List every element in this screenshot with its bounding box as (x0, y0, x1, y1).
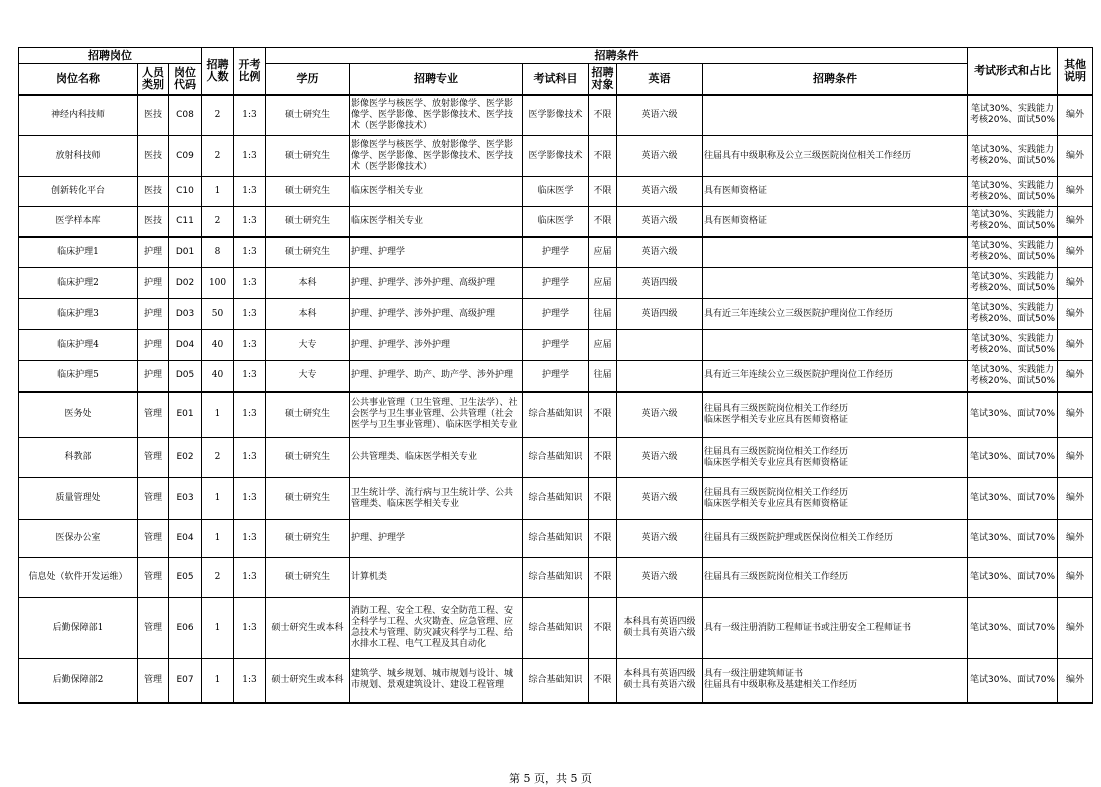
header-post-name: 岗位名称 (19, 64, 138, 95)
cell-staff-type: 管理 (138, 520, 169, 558)
cell-education: 硕士研究生或本科 (266, 598, 350, 659)
cell-education: 硕士研究生 (266, 520, 350, 558)
cell-exam-form: 笔试30%、面试70% (968, 520, 1058, 558)
cell-education: 硕士研究生 (266, 136, 350, 177)
cell-education: 硕士研究生 (266, 237, 350, 268)
cell-notes: 编外 (1058, 520, 1093, 558)
header-exam-form: 考试形式和占比 (968, 48, 1058, 95)
cell-post-code: D03 (169, 299, 202, 330)
cell-english: 英语六级 (617, 207, 703, 237)
cell-recruit-count: 2 (202, 438, 234, 478)
cell-conditions: 具有一级注册消防工程师证书或注册安全工程师证书 (703, 598, 968, 659)
cell-exam-subject: 综合基础知识 (523, 558, 589, 598)
cell-post-name: 临床护理1 (19, 237, 138, 268)
cell-post-name: 后勤保障部1 (19, 598, 138, 659)
cell-staff-type: 医技 (138, 177, 169, 207)
cell-post-code: C10 (169, 177, 202, 207)
cell-english: 英语六级 (617, 478, 703, 520)
cell-notes: 编外 (1058, 95, 1093, 136)
cell-english (617, 330, 703, 361)
cell-education: 硕士研究生 (266, 392, 350, 438)
cell-exam-subject: 综合基础知识 (523, 520, 589, 558)
table-row (19, 268, 1093, 299)
cell-exam-ratio: 1:3 (234, 95, 266, 136)
cell-staff-type: 护理 (138, 330, 169, 361)
table-row (19, 207, 1093, 237)
header-staff-type: 人员类别 (138, 64, 169, 95)
cell-exam-ratio: 1:3 (234, 659, 266, 703)
cell-staff-type: 护理 (138, 299, 169, 330)
cell-notes: 编外 (1058, 392, 1093, 438)
cell-post-code: C11 (169, 207, 202, 237)
cell-exam-ratio: 1:3 (234, 268, 266, 299)
cell-staff-type: 管理 (138, 438, 169, 478)
cell-conditions: 具有医师资格证 (703, 177, 968, 207)
cell-conditions: 往届具有三级医院岗位相关工作经历 临床医学相关专业应具有医师资格证 (703, 438, 968, 478)
cell-major: 临床医学相关专业 (350, 177, 523, 207)
cell-education: 硕士研究生 (266, 207, 350, 237)
cell-conditions: 往届具有三级医院岗位相关工作经历 临床医学相关专业应具有医师资格证 (703, 392, 968, 438)
cell-exam-subject: 临床医学 (523, 177, 589, 207)
header-target: 招聘对象 (589, 64, 617, 95)
cell-exam-ratio: 1:3 (234, 207, 266, 237)
cell-education: 本科 (266, 268, 350, 299)
cell-conditions: 往届具有三级医院护理或医保岗位相关工作经历 (703, 520, 968, 558)
cell-target: 应届 (589, 268, 617, 299)
cell-post-code: E07 (169, 659, 202, 703)
cell-exam-form: 笔试30%、面试70% (968, 392, 1058, 438)
table-row (19, 659, 1093, 703)
cell-exam-form: 笔试30%、实践能力考核20%、面试50% (968, 361, 1058, 392)
cell-recruit-count: 8 (202, 237, 234, 268)
table-row (19, 177, 1093, 207)
cell-exam-subject: 临床医学 (523, 207, 589, 237)
cell-post-code: E06 (169, 598, 202, 659)
cell-exam-form: 笔试30%、面试70% (968, 438, 1058, 478)
cell-post-name: 医务处 (19, 392, 138, 438)
cell-education: 硕士研究生 (266, 478, 350, 520)
cell-exam-subject: 综合基础知识 (523, 392, 589, 438)
cell-staff-type: 管理 (138, 598, 169, 659)
cell-exam-ratio: 1:3 (234, 177, 266, 207)
cell-exam-subject: 综合基础知识 (523, 478, 589, 520)
cell-education: 硕士研究生 (266, 438, 350, 478)
cell-exam-subject: 医学影像技术 (523, 136, 589, 177)
cell-notes: 编外 (1058, 237, 1093, 268)
cell-staff-type: 医技 (138, 95, 169, 136)
cell-target: 应届 (589, 330, 617, 361)
cell-exam-form: 笔试30%、实践能力考核20%、面试50% (968, 330, 1058, 361)
cell-recruit-count: 1 (202, 520, 234, 558)
table-row (19, 520, 1093, 558)
cell-staff-type: 护理 (138, 237, 169, 268)
cell-recruit-count: 1 (202, 598, 234, 659)
cell-target: 不限 (589, 177, 617, 207)
cell-major: 公共管理类、临床医学相关专业 (350, 438, 523, 478)
cell-exam-ratio: 1:3 (234, 558, 266, 598)
table-row (19, 299, 1093, 330)
cell-exam-ratio: 1:3 (234, 478, 266, 520)
cell-education: 硕士研究生 (266, 558, 350, 598)
header-exam-subject: 考试科目 (523, 64, 589, 95)
cell-english: 英语六级 (617, 438, 703, 478)
cell-target: 不限 (589, 659, 617, 703)
table-row (19, 392, 1093, 438)
cell-post-code: E05 (169, 558, 202, 598)
table-body (19, 95, 1093, 703)
header-group-conditions: 招聘条件 (266, 48, 968, 64)
cell-notes: 编外 (1058, 361, 1093, 392)
cell-notes: 编外 (1058, 136, 1093, 177)
cell-recruit-count: 40 (202, 330, 234, 361)
cell-conditions (703, 237, 968, 268)
cell-exam-ratio: 1:3 (234, 237, 266, 268)
header-count: 招聘人数 (202, 48, 234, 95)
cell-exam-subject: 综合基础知识 (523, 438, 589, 478)
table-row (19, 438, 1093, 478)
cell-exam-ratio: 1:3 (234, 330, 266, 361)
cell-post-name: 信息处（软件开发运维） (19, 558, 138, 598)
cell-exam-ratio: 1:3 (234, 136, 266, 177)
cell-staff-type: 管理 (138, 478, 169, 520)
cell-notes: 编外 (1058, 478, 1093, 520)
cell-major: 公共事业管理（卫生管理、卫生法学）、社会医学与卫生事业管理、公共管理（社会医学与卫生事业管理）、临床医学相关专业 (350, 392, 523, 438)
table-row (19, 136, 1093, 177)
cell-recruit-count: 2 (202, 136, 234, 177)
cell-english: 英语六级 (617, 177, 703, 207)
cell-post-name: 临床护理2 (19, 268, 138, 299)
cell-exam-ratio: 1:3 (234, 299, 266, 330)
cell-target: 往届 (589, 299, 617, 330)
cell-exam-ratio: 1:3 (234, 598, 266, 659)
cell-major: 护理、护理学、涉外护理 (350, 330, 523, 361)
cell-exam-subject: 综合基础知识 (523, 659, 589, 703)
cell-target: 不限 (589, 207, 617, 237)
cell-education: 硕士研究生 (266, 177, 350, 207)
cell-target: 不限 (589, 136, 617, 177)
cell-english: 英语六级 (617, 95, 703, 136)
cell-conditions: 往届具有中级职称及公立三级医院岗位相关工作经历 (703, 136, 968, 177)
cell-recruit-count: 2 (202, 558, 234, 598)
cell-exam-form: 笔试30%、实践能力考核20%、面试50% (968, 177, 1058, 207)
cell-education: 大专 (266, 330, 350, 361)
cell-post-code: E02 (169, 438, 202, 478)
cell-education: 本科 (266, 299, 350, 330)
cell-recruit-count: 1 (202, 478, 234, 520)
cell-exam-subject: 护理学 (523, 299, 589, 330)
cell-major: 卫生统计学、流行病与卫生统计学、公共管理类、临床医学相关专业 (350, 478, 523, 520)
cell-staff-type: 管理 (138, 558, 169, 598)
cell-english: 英语六级 (617, 237, 703, 268)
cell-post-code: C08 (169, 95, 202, 136)
cell-exam-form: 笔试30%、实践能力考核20%、面试50% (968, 237, 1058, 268)
cell-notes: 编外 (1058, 598, 1093, 659)
cell-exam-form: 笔试30%、面试70% (968, 598, 1058, 659)
cell-exam-subject: 护理学 (523, 361, 589, 392)
cell-post-name: 医保办公室 (19, 520, 138, 558)
cell-post-code: D05 (169, 361, 202, 392)
cell-english: 本科具有英语四级 硕士具有英语六级 (617, 659, 703, 703)
cell-recruit-count: 1 (202, 177, 234, 207)
page-footer: 第 5 页，共 5 页 (509, 772, 592, 785)
cell-english: 英语六级 (617, 392, 703, 438)
table-row (19, 330, 1093, 361)
cell-english: 英语六级 (617, 520, 703, 558)
cell-notes: 编外 (1058, 330, 1093, 361)
cell-conditions: 具有近三年连续公立三级医院护理岗位工作经历 (703, 299, 968, 330)
header-major: 招聘专业 (350, 64, 523, 95)
cell-major: 建筑学、城乡规划、城市规划与设计、城市规划、景观建筑设计、建设工程管理 (350, 659, 523, 703)
cell-target: 往届 (589, 361, 617, 392)
cell-post-name: 临床护理3 (19, 299, 138, 330)
table-row (19, 237, 1093, 268)
cell-exam-form: 笔试30%、实践能力考核20%、面试50% (968, 95, 1058, 136)
cell-major: 护理、护理学 (350, 520, 523, 558)
header-group-post: 招聘岗位 (19, 48, 202, 64)
cell-notes: 编外 (1058, 268, 1093, 299)
cell-target: 不限 (589, 95, 617, 136)
cell-post-code: D02 (169, 268, 202, 299)
cell-post-code: C09 (169, 136, 202, 177)
header-ratio: 开考比例 (234, 48, 266, 95)
cell-target: 不限 (589, 598, 617, 659)
cell-target: 不限 (589, 438, 617, 478)
cell-conditions: 往届具有三级医院岗位相关工作经历 (703, 558, 968, 598)
cell-staff-type: 管理 (138, 659, 169, 703)
header-english: 英语 (617, 64, 703, 95)
cell-staff-type: 护理 (138, 268, 169, 299)
cell-exam-subject: 医学影像技术 (523, 95, 589, 136)
cell-english: 英语六级 (617, 136, 703, 177)
cell-exam-form: 笔试30%、面试70% (968, 558, 1058, 598)
cell-recruit-count: 40 (202, 361, 234, 392)
cell-notes: 编外 (1058, 207, 1093, 237)
cell-recruit-count: 100 (202, 268, 234, 299)
cell-english: 本科具有英语四级 硕士具有英语六级 (617, 598, 703, 659)
cell-english (617, 361, 703, 392)
cell-post-name: 临床护理4 (19, 330, 138, 361)
cell-staff-type: 管理 (138, 392, 169, 438)
cell-target: 应届 (589, 237, 617, 268)
cell-major: 影像医学与核医学、放射影像学、医学影像学、医学影像、医学影像技术、医学技术（医学影像技术） (350, 95, 523, 136)
cell-conditions (703, 95, 968, 136)
table-row (19, 95, 1093, 136)
cell-staff-type: 护理 (138, 361, 169, 392)
header-conditions: 招聘条件 (703, 64, 968, 95)
cell-major: 护理、护理学、助产、助产学、涉外护理 (350, 361, 523, 392)
cell-english: 英语四级 (617, 268, 703, 299)
cell-post-code: D04 (169, 330, 202, 361)
cell-exam-subject: 护理学 (523, 330, 589, 361)
table-row (19, 558, 1093, 598)
cell-exam-ratio: 1:3 (234, 520, 266, 558)
cell-target: 不限 (589, 520, 617, 558)
table-row (19, 478, 1093, 520)
cell-post-name: 放射科技师 (19, 136, 138, 177)
cell-conditions (703, 330, 968, 361)
cell-post-code: E04 (169, 520, 202, 558)
cell-english: 英语四级 (617, 299, 703, 330)
cell-exam-form: 笔试30%、实践能力考核20%、面试50% (968, 268, 1058, 299)
cell-post-name: 科教部 (19, 438, 138, 478)
cell-major: 消防工程、安全工程、安全防范工程、安全科学与工程、火灾勘查、应急管理、应急技术与管理、防灾减灾科学与工程、给水排水工程、电气工程及其自动化 (350, 598, 523, 659)
recruitment-table (18, 47, 1093, 704)
cell-recruit-count: 2 (202, 207, 234, 237)
cell-target: 不限 (589, 558, 617, 598)
cell-post-name: 质量管理处 (19, 478, 138, 520)
cell-recruit-count: 2 (202, 95, 234, 136)
cell-exam-subject: 综合基础知识 (523, 598, 589, 659)
cell-major: 护理、护理学 (350, 237, 523, 268)
cell-notes: 编外 (1058, 438, 1093, 478)
cell-major: 影像医学与核医学、放射影像学、医学影像学、医学影像、医学影像技术、医学技术（医学影像技术） (350, 136, 523, 177)
cell-post-name: 创新转化平台 (19, 177, 138, 207)
cell-post-name: 后勤保障部2 (19, 659, 138, 703)
cell-post-code: E03 (169, 478, 202, 520)
cell-recruit-count: 1 (202, 659, 234, 703)
cell-conditions: 具有一级注册建筑师证书 往届具有中级职称及基建相关工作经历 (703, 659, 968, 703)
header-education: 学历 (266, 64, 350, 95)
header-notes: 其他说明 (1058, 48, 1093, 95)
cell-notes: 编外 (1058, 659, 1093, 703)
cell-post-name: 神经内科技师 (19, 95, 138, 136)
cell-exam-form: 笔试30%、面试70% (968, 478, 1058, 520)
table-row (19, 361, 1093, 392)
cell-recruit-count: 50 (202, 299, 234, 330)
cell-post-name: 医学样本库 (19, 207, 138, 237)
cell-target: 不限 (589, 478, 617, 520)
cell-education: 硕士研究生 (266, 95, 350, 136)
cell-conditions: 具有医师资格证 (703, 207, 968, 237)
cell-recruit-count: 1 (202, 392, 234, 438)
cell-exam-ratio: 1:3 (234, 361, 266, 392)
cell-notes: 编外 (1058, 558, 1093, 598)
cell-major: 临床医学相关专业 (350, 207, 523, 237)
cell-post-code: E01 (169, 392, 202, 438)
cell-conditions: 具有近三年连续公立三级医院护理岗位工作经历 (703, 361, 968, 392)
cell-exam-subject: 护理学 (523, 268, 589, 299)
cell-notes: 编外 (1058, 299, 1093, 330)
table-row (19, 598, 1093, 659)
cell-notes: 编外 (1058, 177, 1093, 207)
cell-post-code: D01 (169, 237, 202, 268)
cell-exam-form: 笔试30%、实践能力考核20%、面试50% (968, 136, 1058, 177)
cell-major: 护理、护理学、涉外护理、高级护理 (350, 299, 523, 330)
cell-exam-ratio: 1:3 (234, 392, 266, 438)
cell-conditions: 往届具有三级医院岗位相关工作经历 临床医学相关专业应具有医师资格证 (703, 478, 968, 520)
cell-conditions (703, 268, 968, 299)
cell-major: 护理、护理学、涉外护理、高级护理 (350, 268, 523, 299)
cell-post-name: 临床护理5 (19, 361, 138, 392)
cell-education: 硕士研究生或本科 (266, 659, 350, 703)
cell-exam-form: 笔试30%、面试70% (968, 659, 1058, 703)
cell-exam-ratio: 1:3 (234, 438, 266, 478)
cell-education: 大专 (266, 361, 350, 392)
cell-exam-form: 笔试30%、实践能力考核20%、面试50% (968, 299, 1058, 330)
cell-exam-subject: 护理学 (523, 237, 589, 268)
cell-target: 不限 (589, 392, 617, 438)
cell-staff-type: 医技 (138, 136, 169, 177)
header-post-code: 岗位代码 (169, 64, 202, 95)
cell-english: 英语六级 (617, 558, 703, 598)
cell-staff-type: 医技 (138, 207, 169, 237)
cell-major: 计算机类 (350, 558, 523, 598)
cell-exam-form: 笔试30%、实践能力考核20%、面试50% (968, 207, 1058, 237)
